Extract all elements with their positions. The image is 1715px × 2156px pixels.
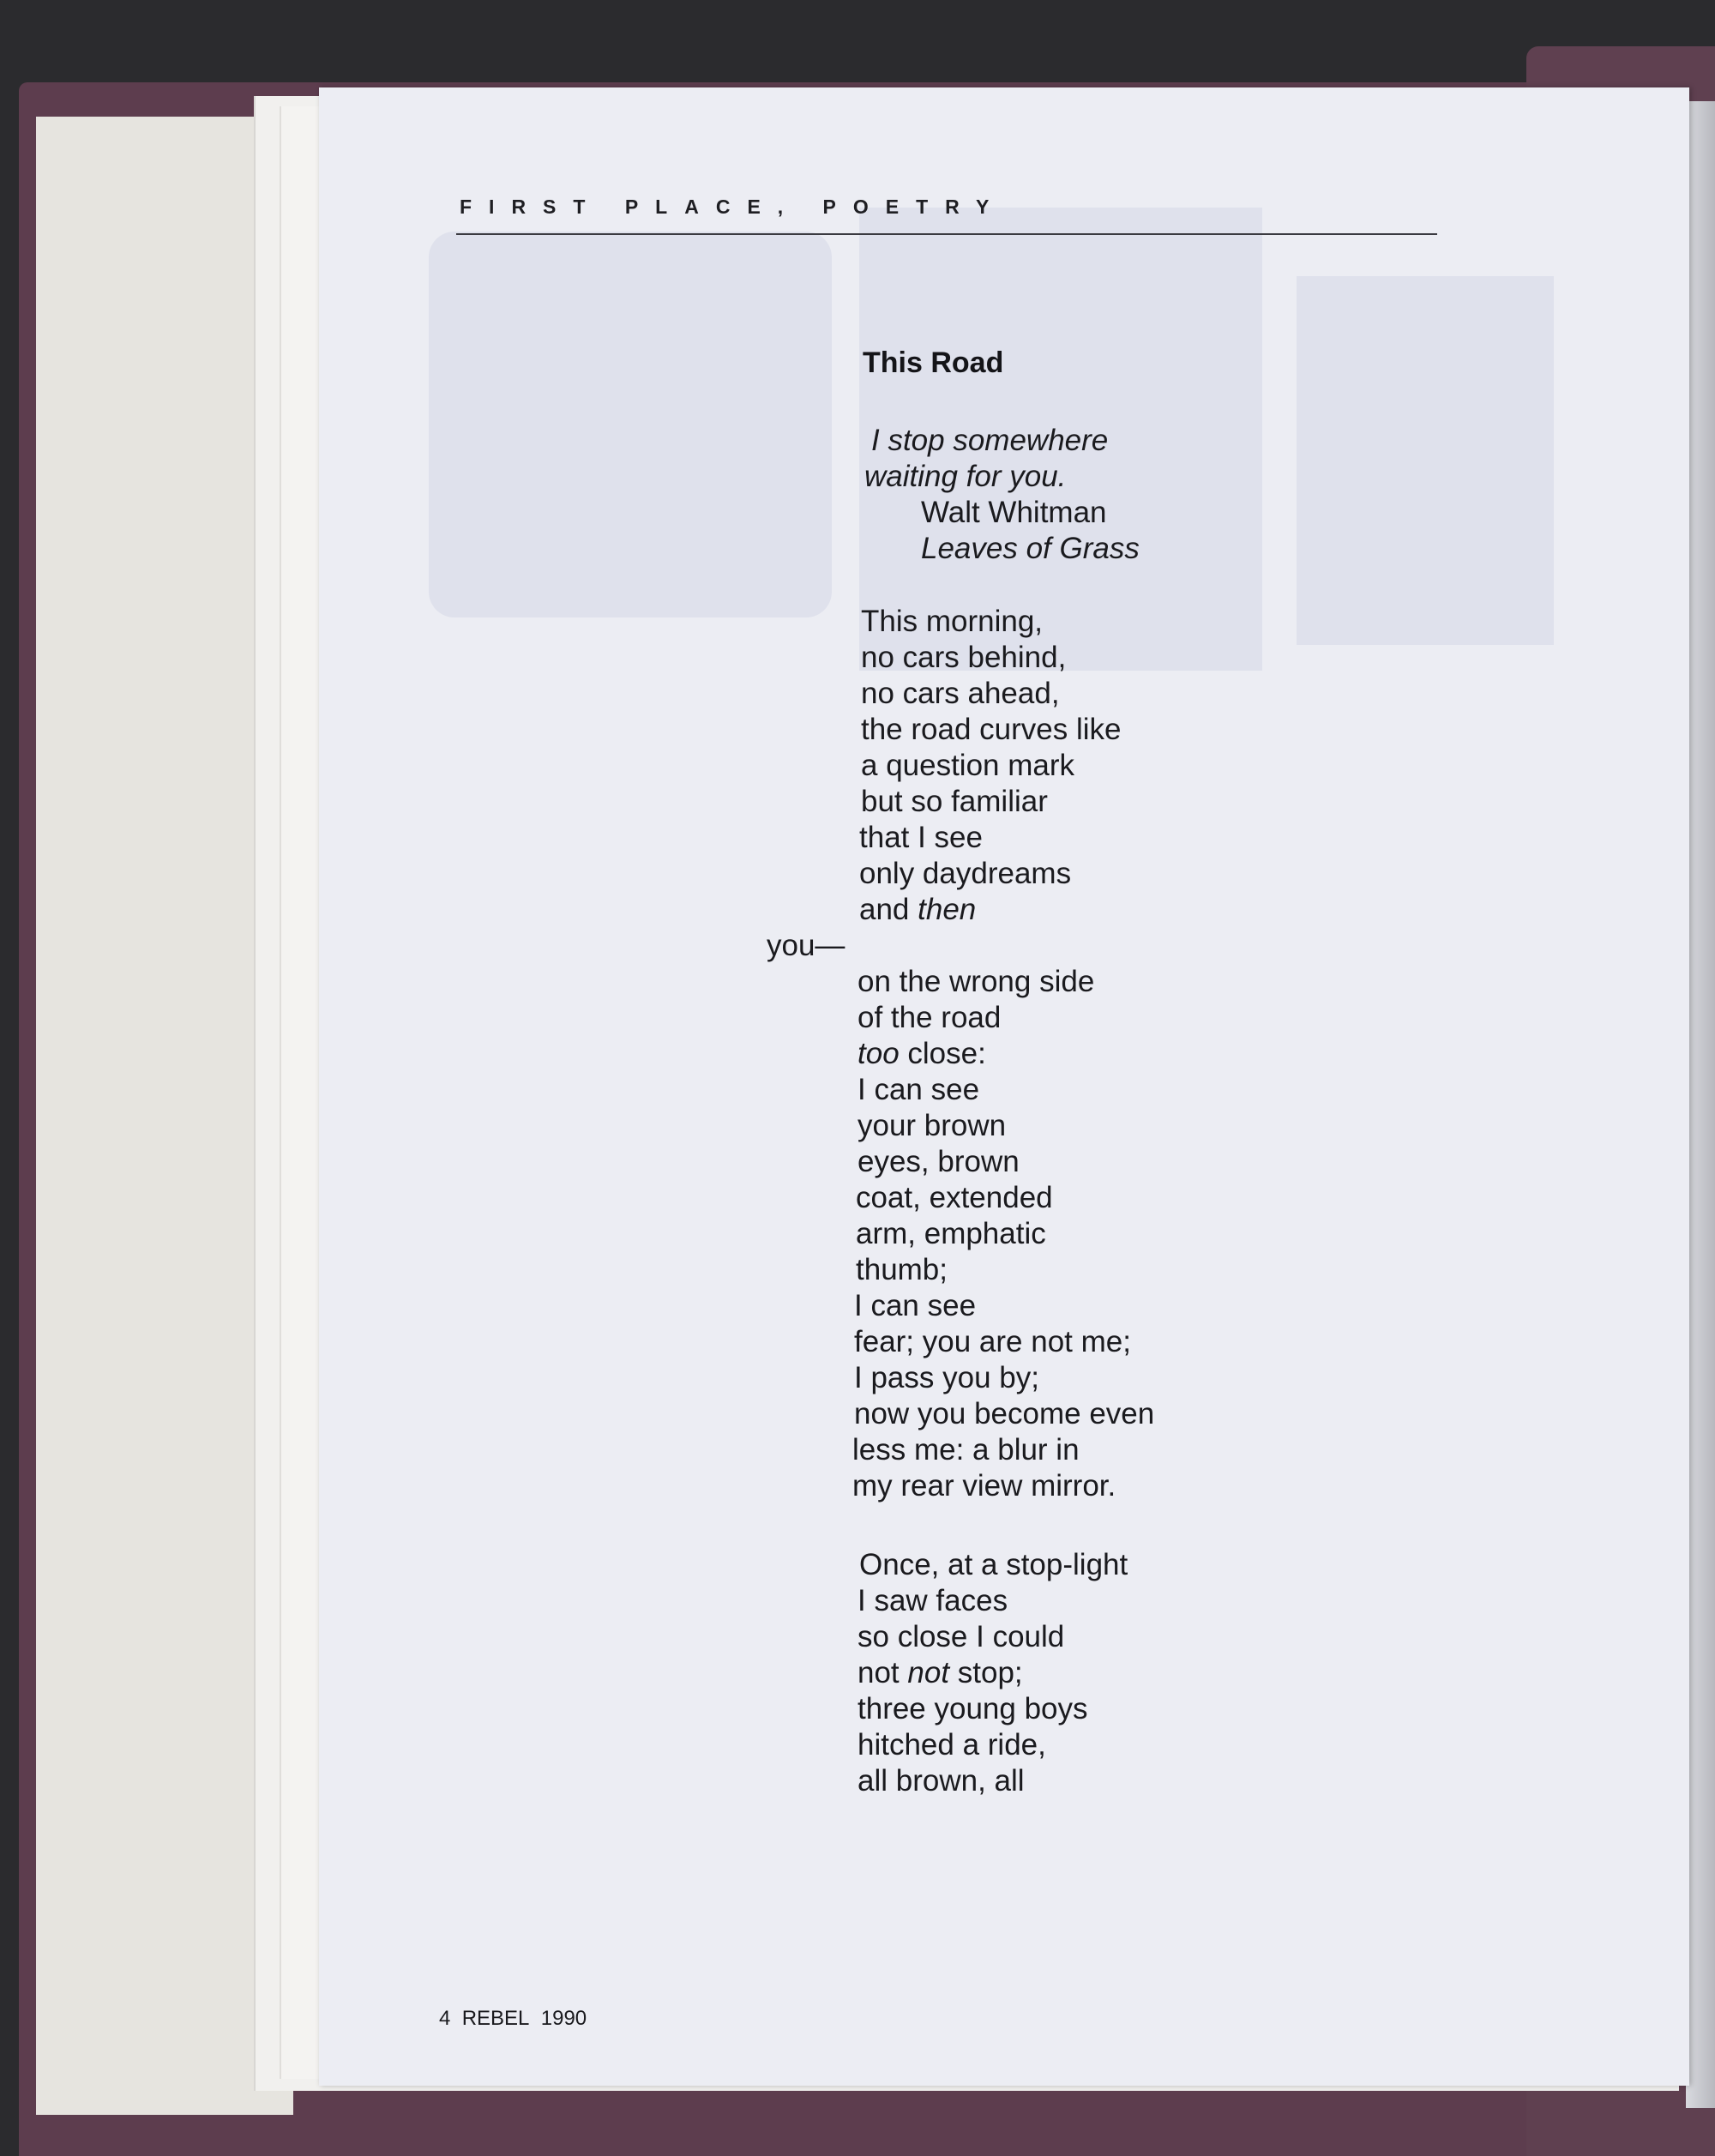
show-through-image: [429, 232, 832, 617]
poem-line: no cars ahead,: [861, 677, 1060, 710]
poem-line: on the wrong side: [858, 965, 1095, 998]
poem-line: thumb;: [856, 1253, 948, 1286]
poem-line: I pass you by;: [854, 1361, 1039, 1394]
publication-year: 1990: [540, 2007, 587, 2030]
poem-line: Once, at a stop-light: [859, 1548, 1128, 1581]
poem-line: three young boys: [858, 1692, 1088, 1725]
poem-line: your brown: [858, 1109, 1007, 1142]
poem-line: coat, extended: [856, 1181, 1053, 1214]
poem-line: [859, 892, 976, 928]
page-footer: [439, 2007, 587, 2031]
show-through-photo-2: [1297, 276, 1554, 645]
poem-title: This Road: [863, 346, 1004, 379]
poem-line-outdent: you—: [767, 929, 845, 962]
section-header: FIRST PLACE, POETRY: [460, 196, 1007, 218]
poem-line: [858, 1036, 986, 1072]
poem-line: I can see: [854, 1289, 977, 1322]
poem-line: all brown, all: [858, 1764, 1025, 1798]
poem-line: a question mark: [861, 749, 1075, 782]
poem-line: the road curves like: [861, 713, 1122, 746]
epigraph-author: Walt Whitman: [921, 496, 1107, 529]
poem-line-italic: too: [858, 1037, 900, 1070]
poem-line: but so familiar: [861, 785, 1048, 818]
poem-line: [858, 1655, 1023, 1691]
poem-line: I saw faces: [858, 1584, 1008, 1617]
poem-line: now you become even: [854, 1397, 1155, 1430]
epigraph-source: Leaves of Grass: [921, 532, 1140, 565]
poem-line: hitched a ride,: [858, 1728, 1046, 1762]
poem-line: This morning,: [861, 605, 1044, 638]
poem-line-italic: then: [918, 893, 977, 926]
poem-line: eyes, brown: [858, 1145, 1020, 1178]
poem-line: my rear view mirror.: [852, 1469, 1116, 1503]
poem-line: of the road: [858, 1001, 1002, 1034]
header-rule: [456, 233, 1437, 235]
epigraph-line-2: waiting for you.: [864, 460, 1067, 493]
page-stack-edge: [1686, 101, 1715, 2108]
page-number: 4: [439, 2007, 451, 2030]
poem-line-italic: not: [907, 1656, 950, 1689]
poem-line: arm, emphatic: [856, 1217, 1046, 1250]
poem-line-text: not: [858, 1656, 908, 1689]
poem-line-text: stop;: [949, 1656, 1023, 1689]
poem-line: only daydreams: [859, 857, 1072, 890]
poem-line-text: close:: [899, 1037, 986, 1070]
poem-line: so close I could: [858, 1620, 1065, 1653]
poem-line: fear; you are not me;: [854, 1325, 1131, 1358]
poem-line: that I see: [859, 821, 983, 854]
publication-name: REBEL: [461, 2007, 530, 2030]
poem-line: less me: a blur in: [852, 1433, 1080, 1466]
poem-line-text: and: [859, 893, 918, 926]
epigraph-line-1: I stop somewhere: [871, 424, 1109, 457]
poem-line: I can see: [858, 1073, 980, 1106]
poem-line: no cars behind,: [861, 641, 1067, 674]
